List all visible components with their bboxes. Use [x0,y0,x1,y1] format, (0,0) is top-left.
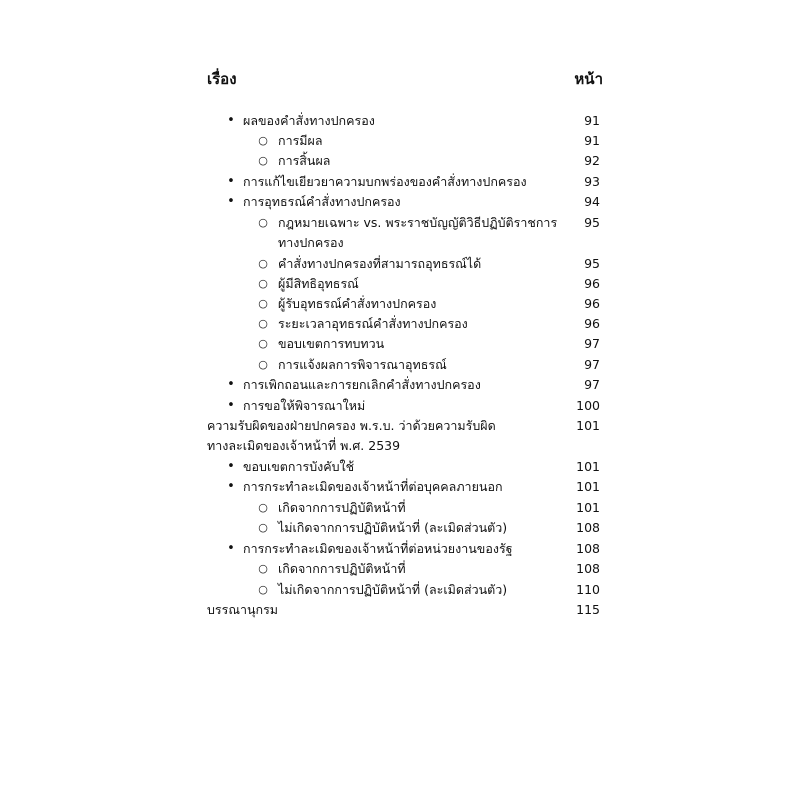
toc-entry-title-continued: ทางละเมิดของเจ้าหน้าที่ พ.ศ. 2539 [207,438,401,453]
toc-entry-title: ขอบเขตการทบทวน [278,336,385,351]
bullet-icon: • [227,479,235,494]
toc-entry-page-number: 110 [576,582,600,597]
toc-entry-title: การกระทำละเมิดของเจ้าหน้าที่ต่อหน่วยงานของรัฐ [243,541,513,556]
circle-bullet-icon: ○ [258,583,268,596]
toc-entry-title-continued: ทางปกครอง [278,235,344,250]
circle-bullet-icon: ○ [258,317,268,330]
toc-entry-title: ไม่เกิดจากการปฏิบัติหน้าที่ (ละเมิดส่วนตัว) [278,582,508,597]
circle-bullet-icon: ○ [258,154,268,167]
circle-bullet-icon: ○ [258,257,268,270]
toc-entry [0,477,800,497]
toc-entry [0,355,800,375]
toc-entry-title: การมีผล [278,133,323,148]
toc-entry-page-number: 97 [584,336,600,351]
toc-entry-title: ผู้มีสิทธิอุทธรณ์ [278,276,359,291]
toc-entry-title: การกระทำละเมิดของเจ้าหน้าที่ต่อบุคคลภายนอก [243,479,503,494]
toc-entry [0,518,800,538]
toc-entry [0,498,800,518]
toc-entry [0,192,800,212]
bullet-icon: • [227,377,235,392]
bullet-icon: • [227,398,235,413]
circle-bullet-icon: ○ [258,562,268,575]
toc-entry [0,375,800,395]
toc-entry-title: ระยะเวลาอุทธรณ์คำสั่งทางปกครอง [278,316,468,331]
toc-entry-title: กฎหมายเฉพาะ vs. พระราชบัญญัติวิธีปฏิบัติราชการ [278,215,558,230]
circle-bullet-icon: ○ [258,521,268,534]
toc-entry-title: การขอให้พิจารณาใหม่ [243,398,366,413]
circle-bullet-icon: ○ [258,297,268,310]
toc-entry-page-number: 93 [584,174,600,189]
bullet-icon: • [227,194,235,209]
toc-entry [0,580,800,600]
toc-entry-title: เกิดจากการปฏิบัติหน้าที่ [278,500,406,515]
toc-entry-page-number: 108 [576,541,600,556]
bullet-icon: • [227,113,235,128]
toc-entry-title: เกิดจากการปฏิบัติหน้าที่ [278,561,406,576]
bullet-icon: • [227,541,235,556]
toc-entry [0,213,800,253]
toc-entry-page-number: 100 [576,398,600,413]
circle-bullet-icon: ○ [258,277,268,290]
toc-title: เรื่อง [207,70,237,88]
toc-entry-title: บรรณานุกรม [207,602,279,617]
toc-entry-page-number: 97 [584,377,600,392]
toc-entry-title: การสิ้นผล [278,153,331,168]
toc-entry-title: ขอบเขตการบังคับใช้ [243,459,355,474]
toc-entry-page-number: 95 [584,215,600,230]
circle-bullet-icon: ○ [258,337,268,350]
toc-entry [0,457,800,477]
circle-bullet-icon: ○ [258,134,268,147]
toc-entry-page-number: 94 [584,194,600,209]
toc-entry-page-number: 96 [584,296,600,311]
toc-entry [0,396,800,416]
toc-entry-title: ผลของคำสั่งทางปกครอง [243,113,375,128]
toc-entry [0,294,800,314]
toc-entry-title: การเพิกถอนและการยกเลิกคำสั่งทางปกครอง [243,377,481,392]
toc-entry [0,151,800,171]
bullet-icon: • [227,459,235,474]
toc-entry-title: ผู้รับอุทธรณ์คำสั่งทางปกครอง [278,296,437,311]
toc-entry [0,111,800,131]
toc-entry-page-number: 91 [584,133,600,148]
toc-entry [0,539,800,559]
toc-entry-title: คำสั่งทางปกครองที่สามารถอุทธรณ์ได้ [278,256,482,271]
toc-entry-page-number: 97 [584,357,600,372]
toc-entry-title: การอุทธรณ์คำสั่งทางปกครอง [243,194,401,209]
toc-entry-page-number: 108 [576,561,600,576]
toc-entry [0,600,800,620]
toc-entry-page-number: 92 [584,153,600,168]
toc-entry [0,254,800,274]
page-column-label: หน้า [574,70,603,88]
toc-entry [0,274,800,294]
toc-entry [0,172,800,192]
circle-bullet-icon: ○ [258,501,268,514]
circle-bullet-icon: ○ [258,216,268,229]
toc-entry-page-number: 108 [576,520,600,535]
toc-entry [0,314,800,334]
toc-entry-page-number: 95 [584,256,600,271]
toc-entry-page-number: 101 [576,500,600,515]
toc-entry-page-number: 101 [576,479,600,494]
toc-entry-page-number: 96 [584,276,600,291]
toc-entry [0,416,800,456]
toc-entry [0,131,800,151]
bullet-icon: • [227,174,235,189]
circle-bullet-icon: ○ [258,358,268,371]
toc-entry-page-number: 91 [584,113,600,128]
toc-entry-title: การแจ้งผลการพิจารณาอุทธรณ์ [278,357,447,372]
toc-entry [0,559,800,579]
toc-entry-title: ไม่เกิดจากการปฏิบัติหน้าที่ (ละเมิดส่วนตัว) [278,520,508,535]
toc-entry-page-number: 96 [584,316,600,331]
toc-entry-title: ความรับผิดของฝ่ายปกครอง พ.ร.บ. ว่าด้วยความรับผิด [207,418,496,433]
toc-entry-page-number: 101 [576,418,600,433]
toc-entry-page-number: 101 [576,459,600,474]
toc-entry-page-number: 115 [576,602,600,617]
toc-entry-title: การแก้ไขเยียวยาความบกพร่องของคำสั่งทางปกครอง [243,174,527,189]
toc-entry [0,334,800,354]
